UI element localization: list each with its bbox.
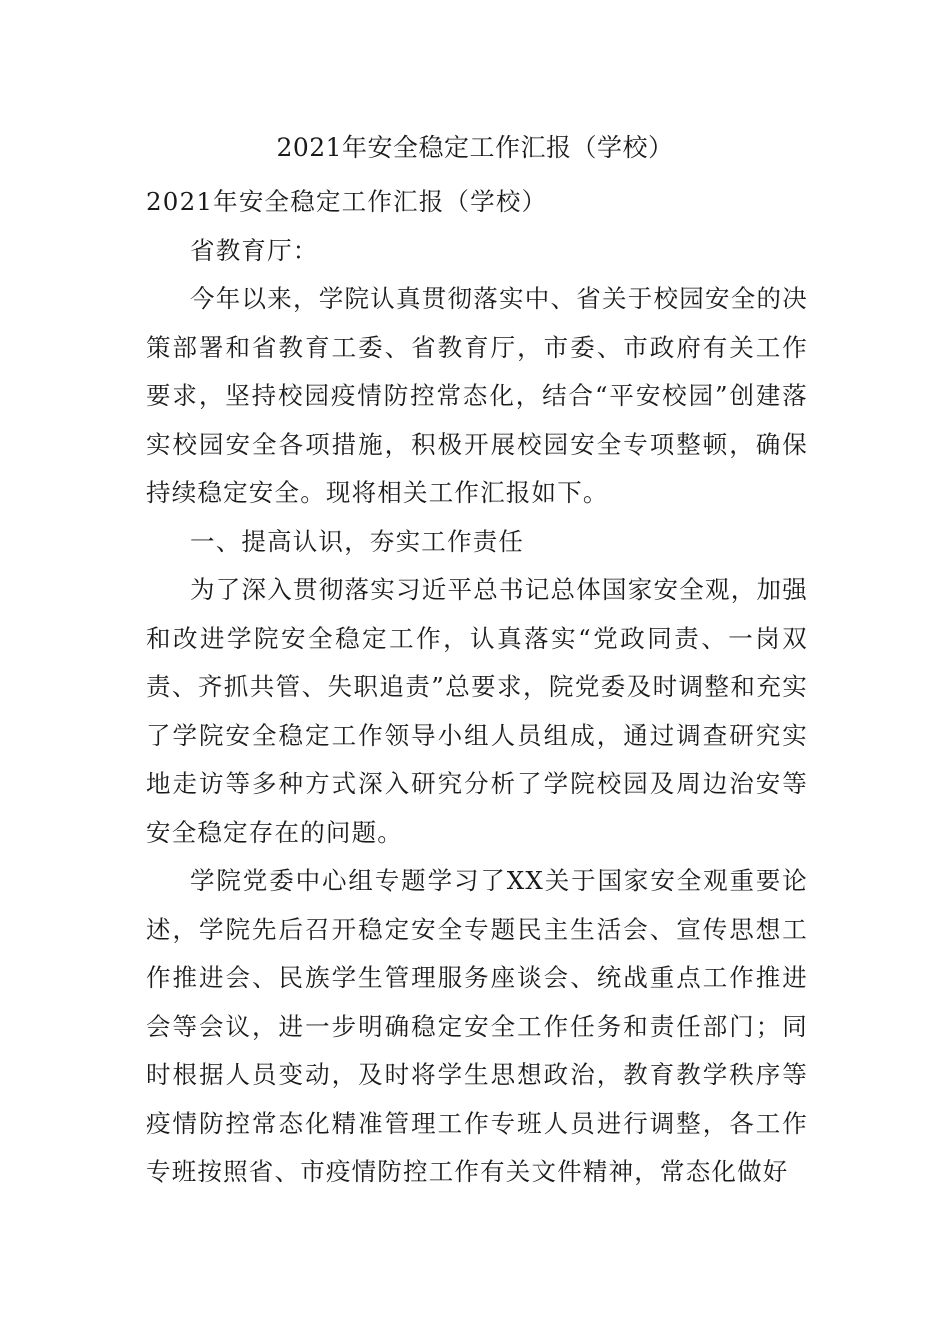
paragraph-intro: 今年以来，学院认真贯彻落实中、省关于校园安全的决策部署和省教育工委、省教育厅，市委、市政府有关工作要求，坚持校园疫情防控常态化，结合“平安校园”创建落实校园安全各项措施，积极开展校园安全专项整顿，确保持续稳定安全。现将相关工作汇报如下。 xyxy=(146,284,808,507)
document-subtitle: 2021年安全稳定工作汇报（学校） xyxy=(146,187,548,216)
section-heading: 一、提高认识，夯实工作责任 xyxy=(190,526,525,556)
paragraph: 学院党委中心组专题学习了XX关于国家安全观重要论述，学院先后召开稳定安全专题民主生活会、宣传思想工作推进会、民族学生管理服务座谈会、统战重点工作推进会等会议，进一步明确稳定安全工作任务和责任部门；同时根据人员变动，及时将学生思想政治，教育教学秩序等疫情防控常态化精准管理工作专班人员进行调整，各工作专班按照省、市疫情防控工作有关文件精神，常态化做好 xyxy=(146,866,808,1186)
paragraph: 为了深入贯彻落实习近平总书记总体国家安全观，加强和改进学院安全稳定工作，认真落实“党政同责、一岗双责、齐抓共管、失职追责”总要求，院党委及时调整和充实了学院安全稳定工作领导小组人员组成，通过调查研究实地走访等多种方式深入研究分析了学院校园及周边治安等安全稳定存在的问题。 xyxy=(146,575,808,847)
document-body xyxy=(146,178,808,1197)
document-title: 2021年安全稳定工作汇报（学校） xyxy=(276,133,674,162)
salutation: 省教育厅： xyxy=(190,235,319,265)
